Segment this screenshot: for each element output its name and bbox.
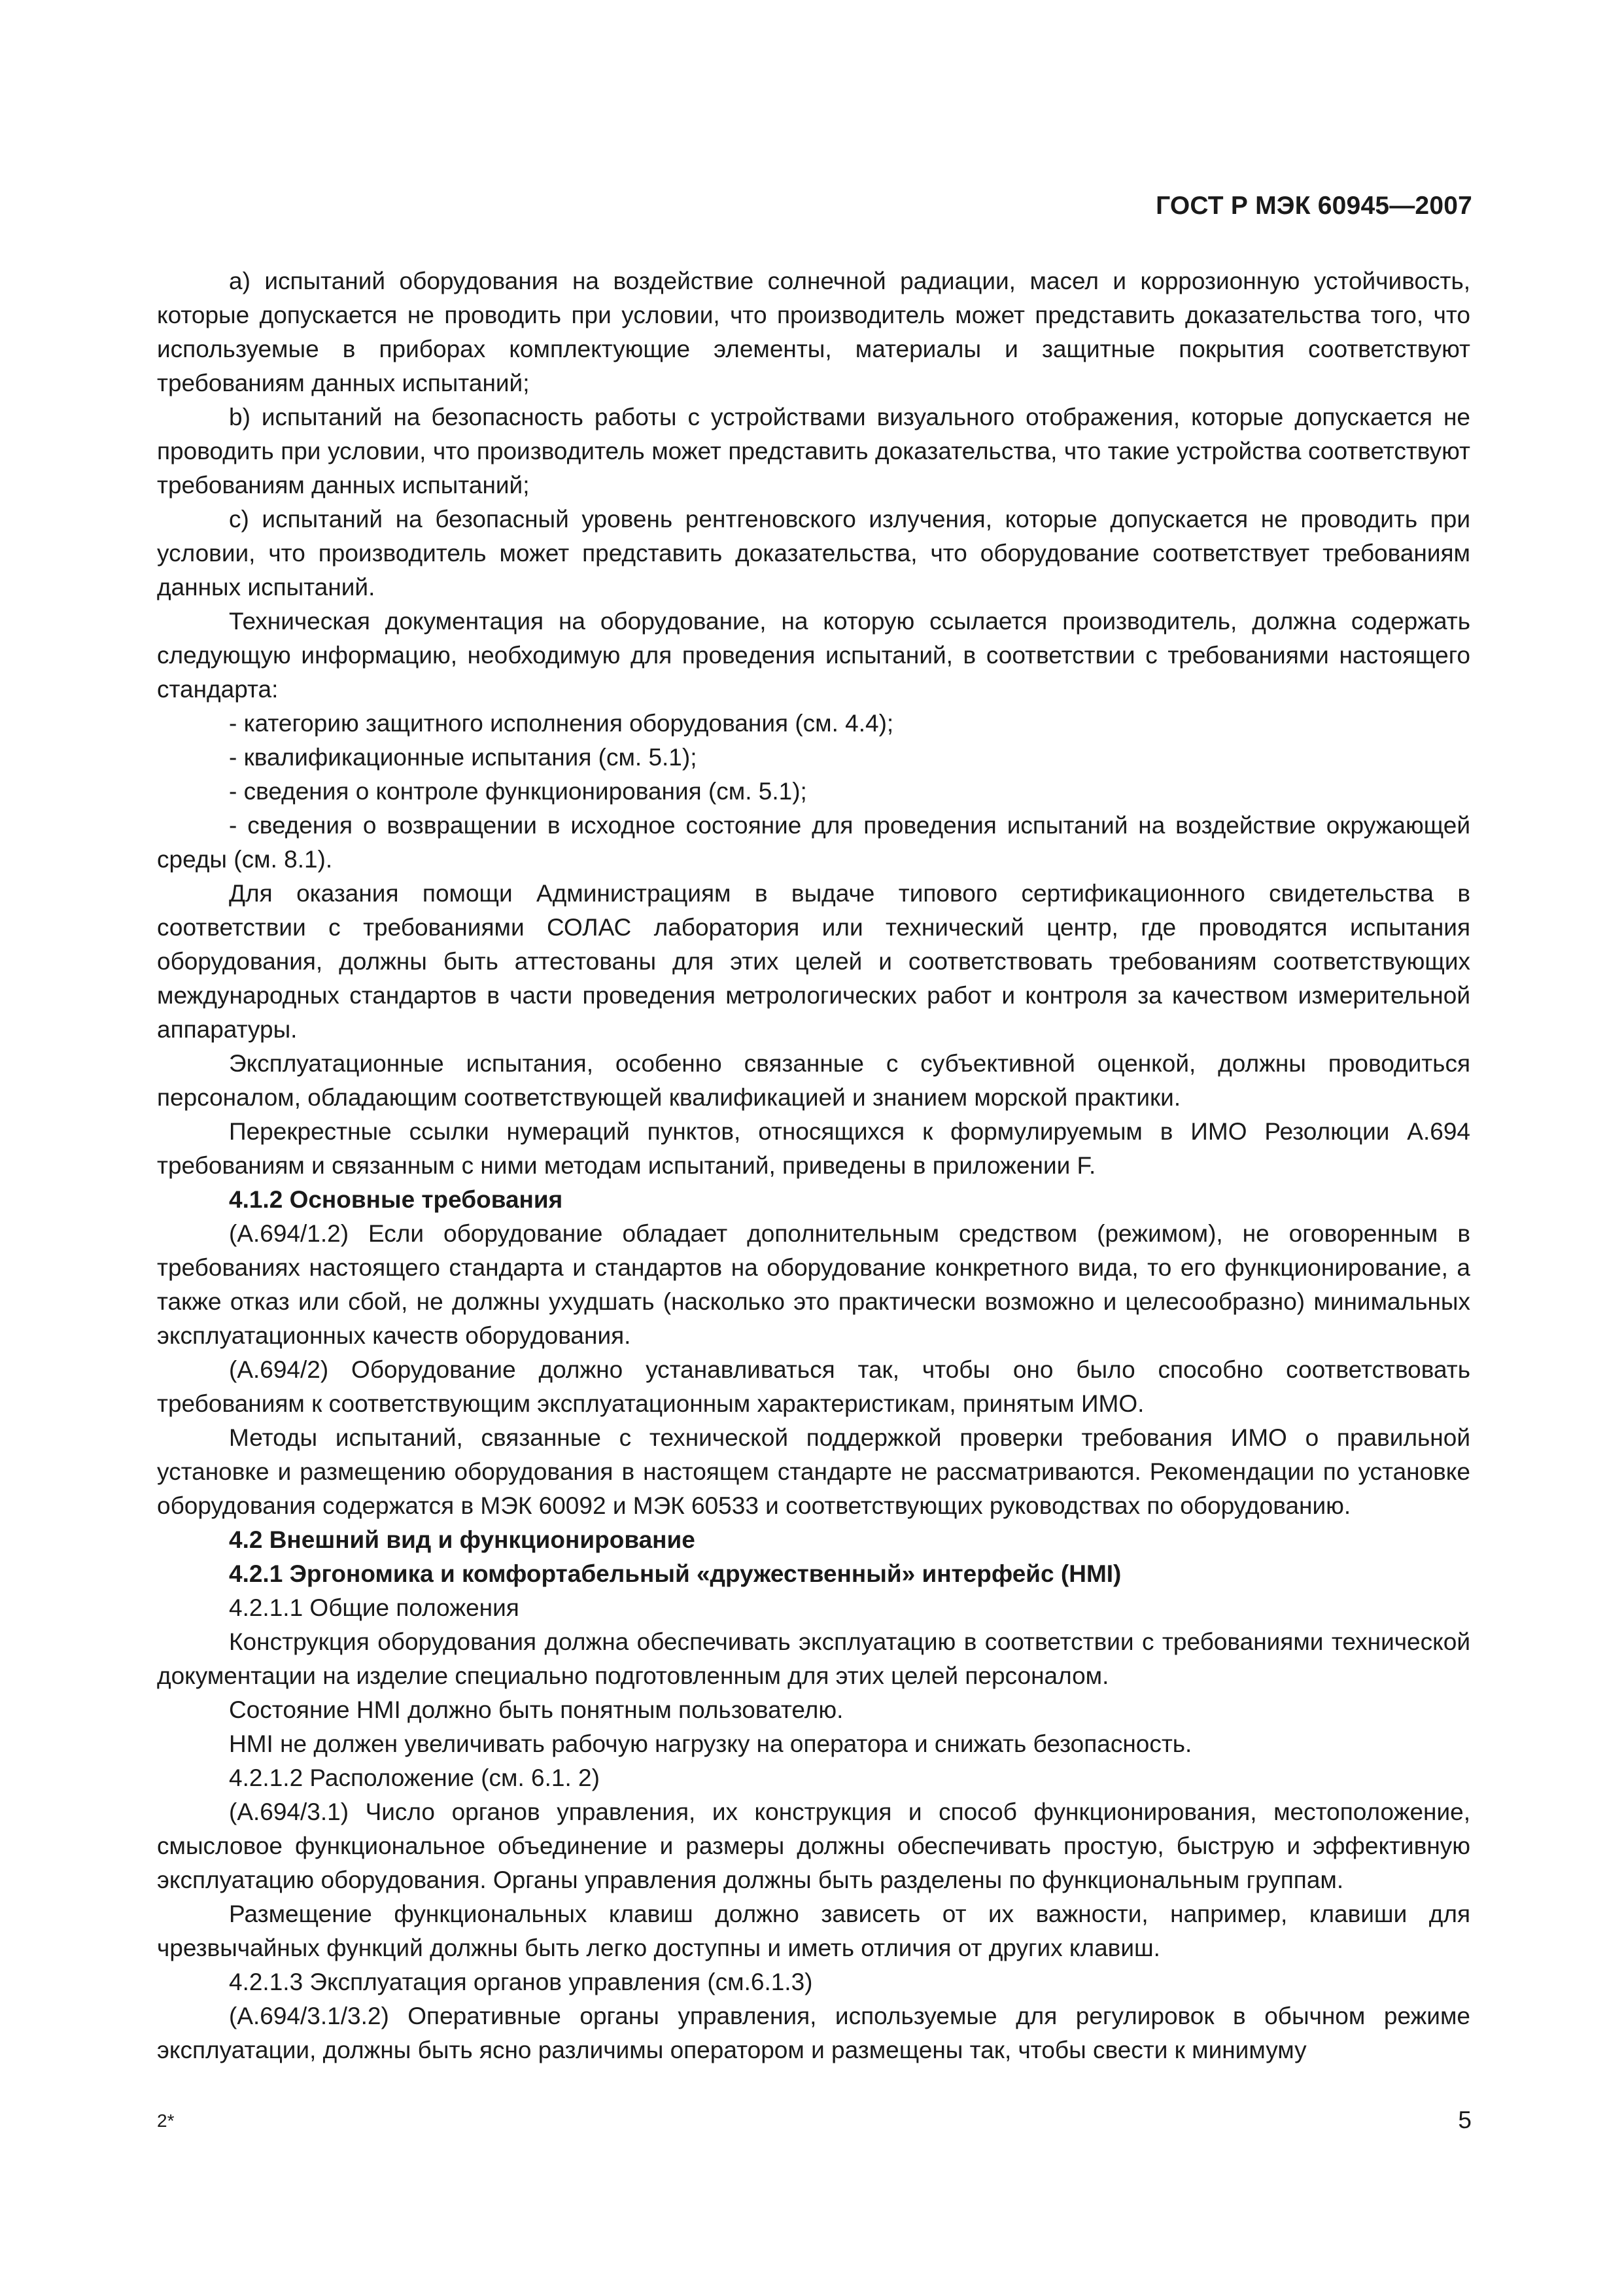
paragraph: с) испытаний на безопасный уровень рентгеновского излучения, которые допускается не проводить при условии, что производитель может представить доказательства, что оборудование соответствует требованиям данных испытаний. <box>157 506 1470 601</box>
paragraph: Конструкция оборудования должна обеспечивать эксплуатацию в соответствии с требованиями технической документации на изделие специально подготовленным для этих целей персоналом. <box>157 1628 1470 1689</box>
paragraph: 4.2.1.1 Общие положения <box>229 1594 519 1621</box>
paragraph: HMI не должен увеличивать рабочую нагрузку на оператора и снижать безопасность. <box>229 1730 1192 1757</box>
paragraph: Техническая документация на оборудование, на которую ссылается производитель, должна содержать следующую информацию, необходимую для проведения испытаний, в соответствии с требованиями настоящего стандарта: <box>157 608 1470 703</box>
paragraph: Перекрестные ссылки нумераций пунктов, относящихся к формулируемым в ИМО Резолюции А.694 требованиям и связанным с ними методам испытаний, приведены в приложении F. <box>157 1118 1470 1179</box>
paragraph: 4.2.1.2 Расположение (см. 6.1. 2) <box>229 1764 600 1791</box>
paragraph: а) испытаний оборудования на воздействие солнечной радиации, масел и коррозионную устойчивость, которые допускается не проводить при условии, что производитель может представить доказательства того, что используемые в приборах комплектующие элементы, материалы и защитные покрытия соответствуют требованиям данных испытаний; <box>157 268 1470 396</box>
paragraph: Для оказания помощи Администрациям в выдаче типового сертификационного свидетельства в соответствии с требованиями СОЛАС лаборатория или технический центр, где проводятся испытания оборудования, должны быть аттестованы для этих целей и соответствовать требованиям соответствующих международных стандартов в части проведения метрологических работ и контроля за качеством измерительной аппаратуры. <box>157 880 1470 1043</box>
paragraph: - сведения о контроле функционирования (см. 5.1); <box>229 778 807 805</box>
paragraph: (А.694/1.2) Если оборудование обладает дополнительным средством (режимом), не оговоренным в требованиях настоящего стандарта и стандартов на оборудование конкретного вида, то его функционирование, а также отказ или сбой, не должны ухудшать (насколько это практически возможно и целесообразно) минимальных эксплуатационных качеств оборудования. <box>157 1220 1470 1349</box>
page-number: 5 <box>1458 2107 1472 2133</box>
paragraph: Эксплуатационные испытания, особенно связанные с субъективной оценкой, должны проводиться персоналом, обладающим соответствующей квалификацией и знанием морской практики. <box>157 1050 1470 1111</box>
section-heading: 4.2.1 Эргономика и комфортабельный «дружественный» интерфейс (HMI) <box>229 1560 1122 1587</box>
paragraph: - категорию защитного исполнения оборудования (см. 4.4); <box>229 710 894 737</box>
paragraph: - квалификационные испытания (см. 5.1); <box>229 744 697 771</box>
paragraph: (А.694/3.1/3.2) Оперативные органы управления, используемые для регулировок в обычном режиме эксплуатации, должны быть ясно различимы оператором и размещены так, чтобы свести к минимуму <box>157 2003 1470 2063</box>
sheet-mark: 2* <box>157 2111 175 2131</box>
section-heading: 4.1.2 Основные требования <box>229 1186 563 1213</box>
body-text <box>157 264 1470 2067</box>
paragraph: - сведения о возвращении в исходное состояние для проведения испытаний на воздействие окружающей среды (см. 8.1). <box>157 812 1470 873</box>
paragraph: (А.694/2) Оборудование должно устанавливаться так, чтобы оно было способно соответствовать требованиям к соответствующим эксплуатационным характеристикам, принятым ИМО. <box>157 1356 1470 1417</box>
paragraph: Размещение функциональных клавиш должно зависеть от их важности, например, клавиши для чрезвычайных функций должны быть легко доступны и иметь отличия от других клавиш. <box>157 1901 1470 1961</box>
paragraph: 4.2.1.3 Эксплуатация органов управления (см.6.1.3) <box>229 1969 813 1995</box>
document-header: ГОСТ Р МЭК 60945—2007 <box>1156 192 1472 220</box>
paragraph: Состояние HMI должно быть понятным пользователю. <box>229 1696 844 1723</box>
paragraph: b) испытаний на безопасность работы с устройствами визуального отображения, которые допускается не проводить при условии, что производитель может представить доказательства, что такие устройства соответствуют требованиям данных испытаний; <box>157 404 1470 499</box>
section-heading: 4.2 Внешний вид и функционирование <box>229 1526 695 1553</box>
paragraph: Методы испытаний, связанные с технической поддержкой проверки требования ИМО о правильной установке и размещению оборудования в настоящем стандарте не рассматриваются. Рекомендации по установке оборудования содержатся в МЭК 60092 и МЭК 60533 и соответствующих руководствах по оборудованию. <box>157 1424 1470 1519</box>
paragraph: (А.694/3.1) Число органов управления, их конструкция и способ функционирования, местоположение, смысловое функциональное объединение и размеры должны обеспечивать простую, быструю и эффективную эксплуатацию оборудования. Органы управления должны быть разделены по функциональным группам. <box>157 1798 1470 1893</box>
